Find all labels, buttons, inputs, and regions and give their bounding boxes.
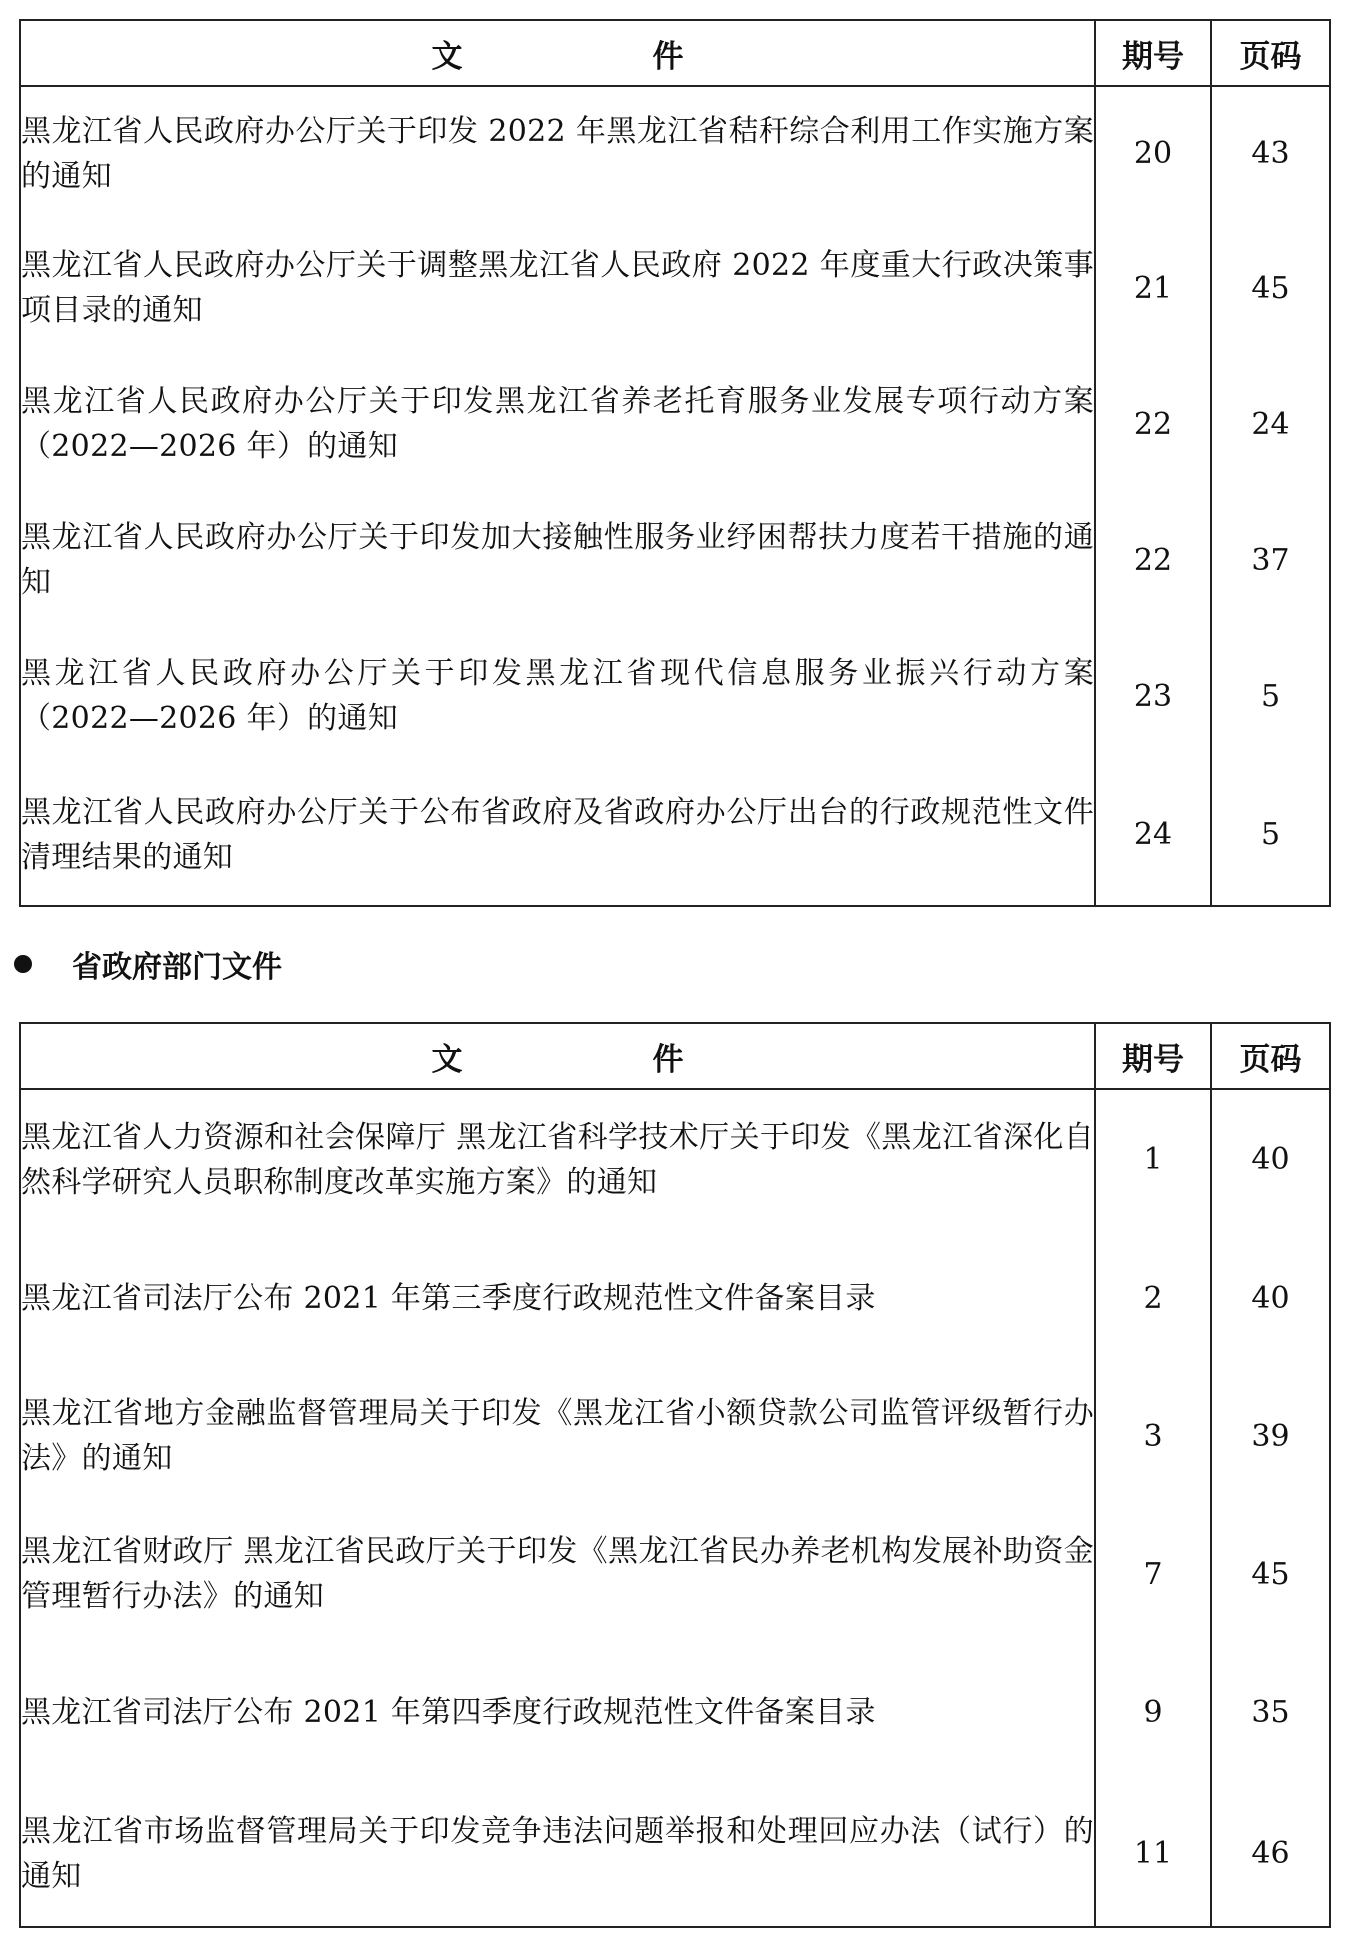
table-row (20, 356, 1330, 492)
table-row (20, 220, 1330, 356)
table-row (20, 764, 1330, 906)
issue-number: 9 (1095, 1643, 1211, 1781)
issue-number: 22 (1095, 492, 1211, 628)
page-number: 37 (1211, 492, 1330, 628)
document-table-2 (19, 1022, 1331, 1928)
page-number: 45 (1211, 220, 1330, 356)
table-header-row (20, 1023, 1330, 1089)
document-title: 黑龙江省人力资源和社会保障厅 黑龙江省科学技术厅关于印发《黑龙江省深化自然科学研究人员职称制度改革实施方案》的通知 (20, 1089, 1095, 1229)
page-number: 40 (1211, 1089, 1330, 1229)
page-number: 24 (1211, 356, 1330, 492)
issue-number: 24 (1095, 764, 1211, 906)
header-issue: 期号 (1095, 20, 1211, 86)
table-row (20, 86, 1330, 220)
bullet-icon (14, 955, 32, 973)
issue-number: 1 (1095, 1089, 1211, 1229)
document-title: 黑龙江省人民政府办公厅关于公布省政府及省政府办公厅出台的行政规范性文件清理结果的通知 (20, 764, 1095, 906)
table-row (20, 1367, 1330, 1505)
document-table-1 (19, 19, 1331, 907)
document-title: 黑龙江省司法厅公布 2021 年第四季度行政规范性文件备案目录 (20, 1643, 1095, 1781)
table-row (20, 492, 1330, 628)
header-page: 页码 (1211, 1023, 1330, 1089)
header-page: 页码 (1211, 20, 1330, 86)
document-title: 黑龙江省人民政府办公厅关于印发 2022 年黑龙江省秸秆综合利用工作实施方案的通知 (20, 86, 1095, 220)
document-title: 黑龙江省财政厅 黑龙江省民政厅关于印发《黑龙江省民办养老机构发展补助资金管理暂行办法》的通知 (20, 1505, 1095, 1643)
page-number: 39 (1211, 1367, 1330, 1505)
document-title: 黑龙江省人民政府办公厅关于调整黑龙江省人民政府 2022 年度重大行政决策事项目录的通知 (20, 220, 1095, 356)
table-row (20, 1505, 1330, 1643)
header-document: 文 件 (20, 20, 1095, 86)
table-row (20, 1229, 1330, 1367)
page-number: 43 (1211, 86, 1330, 220)
table-row (20, 1089, 1330, 1229)
issue-number: 2 (1095, 1229, 1211, 1367)
issue-number: 7 (1095, 1505, 1211, 1643)
document-title: 黑龙江省地方金融监督管理局关于印发《黑龙江省小额贷款公司监管评级暂行办法》的通知 (20, 1367, 1095, 1505)
document-title: 黑龙江省市场监督管理局关于印发竞争违法问题举报和处理回应办法（试行）的通知 (20, 1781, 1095, 1927)
section-title: 省政府部门文件 (72, 950, 282, 985)
document-title: 黑龙江省司法厅公布 2021 年第三季度行政规范性文件备案目录 (20, 1229, 1095, 1367)
page-number: 5 (1211, 628, 1330, 764)
issue-number: 21 (1095, 220, 1211, 356)
issue-number: 23 (1095, 628, 1211, 764)
page-number: 45 (1211, 1505, 1330, 1643)
issue-number: 3 (1095, 1367, 1211, 1505)
page-number: 5 (1211, 764, 1330, 906)
section-heading (14, 944, 282, 984)
page-number: 40 (1211, 1229, 1330, 1367)
page-number: 46 (1211, 1781, 1330, 1927)
table-row (20, 1781, 1330, 1927)
table-row (20, 1643, 1330, 1781)
header-issue: 期号 (1095, 1023, 1211, 1089)
issue-number: 20 (1095, 86, 1211, 220)
page-number: 35 (1211, 1643, 1330, 1781)
issue-number: 22 (1095, 356, 1211, 492)
table-row (20, 628, 1330, 764)
table-header-row (20, 20, 1330, 86)
document-title: 黑龙江省人民政府办公厅关于印发黑龙江省现代信息服务业振兴行动方案（2022—2026 年）的通知 (20, 628, 1095, 764)
header-document: 文 件 (20, 1023, 1095, 1089)
issue-number: 11 (1095, 1781, 1211, 1927)
document-title: 黑龙江省人民政府办公厅关于印发黑龙江省养老托育服务业发展专项行动方案（2022—2026 年）的通知 (20, 356, 1095, 492)
document-title: 黑龙江省人民政府办公厅关于印发加大接触性服务业纾困帮扶力度若干措施的通知 (20, 492, 1095, 628)
